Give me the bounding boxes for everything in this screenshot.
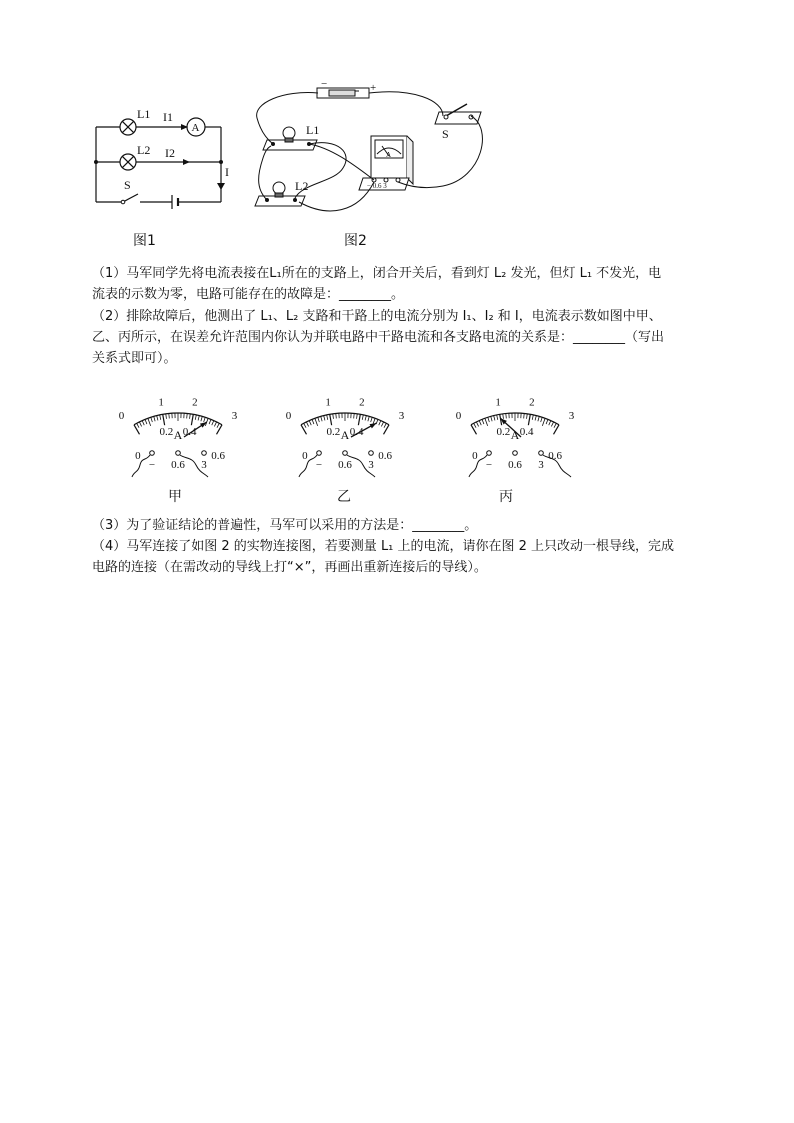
- dial-tick: [336, 413, 337, 418]
- dial-unit-A: A: [173, 428, 183, 442]
- ammeter-dial-jia: [90, 373, 270, 483]
- terminal-post: [176, 451, 181, 456]
- inner-scale-label: 0.2: [496, 426, 511, 439]
- inner-scale-label: 0.2: [159, 426, 174, 439]
- question-4-line-2: 电路的连接（在需改动的导线上打“×”，再画出重新连接后的导线）。: [92, 560, 487, 575]
- question-4-line-1: （4）马军连接了如图 2 的实物连接图，若要测量 L₁ 上的电流，请你在图 2 上只改动一根导线，完成: [92, 539, 675, 554]
- outer-scale-label: 3: [231, 409, 238, 422]
- question-1: [92, 263, 712, 305]
- inner-scale-label: 0.6: [211, 449, 226, 462]
- battery-plus-label: +: [370, 82, 377, 94]
- dial-tick: [324, 416, 325, 421]
- circuit-diagram-svg: [86, 100, 236, 215]
- dial-tick: [195, 415, 196, 420]
- dial-tick: [166, 414, 167, 419]
- terminal-label: −: [485, 459, 493, 471]
- question-1-line-2: 流表的示数为零，电路可能存在的故障是：________。: [92, 287, 405, 302]
- terminal-post: [539, 451, 544, 456]
- outer-scale-label: 0: [455, 409, 462, 422]
- dial-tick: [214, 422, 216, 426]
- dial-tick: [485, 418, 488, 426]
- dial-tick: [306, 422, 308, 426]
- dial-tick: [330, 414, 332, 425]
- inner-scale-label: 0.4: [182, 426, 197, 439]
- inner-scale-label: 0.6: [378, 449, 393, 462]
- inner-scale-label: 0.2: [326, 426, 341, 439]
- dial-tick: [212, 421, 214, 426]
- dial-tick: [137, 423, 139, 427]
- dial-tick: [488, 417, 490, 422]
- outer-scale-label: 1: [158, 396, 164, 409]
- label-L2: L2: [137, 143, 151, 157]
- outer-scale-label: 1: [325, 396, 331, 409]
- question-3-line-1: （3）为了验证结论的普遍性，马军可以采用的方法是：________。: [92, 518, 478, 533]
- terminal-post: [317, 451, 322, 456]
- question-2-line-1: （2）排除故障后，他测出了 L₁、L₂ 支路和干路上的电流分别为 I₁、I₂ 和 I，电流表示数如图中甲、: [92, 309, 662, 324]
- dial-tick: [538, 416, 539, 421]
- physical-wiring-svg: [243, 78, 503, 228]
- question-3: [92, 515, 712, 536]
- dial-tick: [497, 415, 498, 420]
- figure-2-physical-wiring: [243, 78, 503, 228]
- meter-caption-jia: 甲: [168, 489, 182, 505]
- dial-tick: [354, 413, 355, 418]
- dial-tick: [506, 413, 507, 418]
- dial-tick: [549, 421, 551, 426]
- terminal-post: [202, 451, 207, 456]
- arrow-I2: [183, 159, 190, 165]
- inner-scale-label: 0.4: [349, 426, 364, 439]
- dial-tick: [542, 418, 545, 426]
- label-ammeter-A: A: [191, 122, 200, 134]
- dial-tick: [309, 421, 311, 426]
- dial-tick: [142, 421, 144, 426]
- dial-tick: [546, 419, 548, 424]
- bulb-L2: [273, 182, 285, 194]
- dial-tick: [482, 419, 484, 424]
- outer-scale-label: 3: [568, 409, 575, 422]
- label-I1: I1: [163, 110, 173, 124]
- terminal-post: [513, 451, 518, 456]
- dial-tick: [191, 414, 193, 425]
- question-2-line-3: 关系式即可）。: [92, 351, 177, 366]
- dial-tick: [503, 414, 504, 419]
- inner-scale-label: 0.4: [519, 426, 534, 439]
- dial-tick: [157, 416, 158, 421]
- outer-scale-label: 1: [495, 396, 501, 409]
- bulb-L1: [283, 127, 295, 139]
- dial-tick: [554, 423, 556, 427]
- dial-tick: [169, 413, 170, 418]
- dial-tick: [532, 415, 533, 420]
- inner-scale-label: 0: [472, 449, 478, 462]
- dial-tick: [474, 423, 476, 427]
- inner-scale-label: 0: [302, 449, 308, 462]
- terminal-label: −: [148, 459, 156, 471]
- ammeter-face-A: A: [386, 151, 392, 159]
- label-L2-physical: L2: [295, 179, 309, 193]
- label-I2: I2: [165, 146, 175, 160]
- dial-tick: [494, 416, 495, 421]
- dial-tick: [321, 416, 322, 421]
- outer-scale-label: 3: [398, 409, 405, 422]
- terminal-label: 3: [368, 459, 374, 471]
- dial-tick: [384, 423, 386, 427]
- terminal-label: 3: [201, 459, 207, 471]
- battery-minus-label: −: [321, 78, 328, 90]
- dial-tick: [333, 414, 334, 419]
- switch-S-symbol: [123, 194, 138, 202]
- dial-tick: [151, 417, 153, 422]
- dial-tick: [358, 414, 360, 425]
- dial-tick: [491, 416, 492, 421]
- dial-tick: [357, 414, 358, 419]
- dial-tick: [551, 422, 553, 426]
- terminal-label: 0.6: [338, 459, 352, 471]
- question-4: [92, 536, 712, 578]
- terminal-post: [343, 451, 348, 456]
- dial-tick: [362, 415, 363, 420]
- ammeter-dial-yi-svg: [257, 373, 437, 483]
- ammeter-dial-jia-svg: [90, 373, 270, 483]
- terminal-post: [150, 451, 155, 456]
- meter-caption-yi: 乙: [337, 489, 351, 505]
- figure-1-caption: 图1: [133, 233, 156, 249]
- dial-tick: [190, 414, 191, 419]
- dial-tick: [312, 419, 314, 424]
- label-S-physical: S: [442, 127, 449, 141]
- dial-tick: [145, 419, 147, 424]
- dial-tick: [201, 416, 202, 421]
- inner-scale-label: 0: [135, 449, 141, 462]
- dial-tick: [535, 416, 536, 421]
- ammeter-dial-yi: [257, 373, 437, 483]
- label-L1: L1: [137, 107, 151, 121]
- dial-tick: [368, 416, 369, 421]
- dial-tick: [139, 422, 141, 426]
- dial-tick: [527, 414, 528, 419]
- dial-tick: [217, 423, 219, 427]
- meter-caption-bing: 丙: [499, 489, 513, 505]
- ammeter-dial-bing-svg: [427, 373, 607, 483]
- dial-tick: [187, 413, 188, 418]
- dial-tick: [163, 414, 165, 425]
- dial-tick: [476, 422, 478, 426]
- dial-unit-A: A: [340, 428, 350, 442]
- figure-2-caption: 图2: [344, 233, 367, 249]
- terminal-label: −: [315, 459, 323, 471]
- dial-tick: [524, 413, 525, 418]
- arrow-I: [217, 183, 225, 190]
- junction-dot-left: [94, 160, 98, 164]
- dial-tick: [209, 419, 211, 424]
- dial-tick: [479, 421, 481, 426]
- figure-1-circuit-diagram: [86, 100, 236, 215]
- terminal-label: 3: [538, 459, 544, 471]
- dial-tick: [327, 415, 328, 420]
- outer-scale-label: 0: [118, 409, 125, 422]
- inner-scale-label: 0.6: [548, 449, 563, 462]
- dial-tick: [371, 417, 373, 422]
- dial-tick: [528, 414, 530, 425]
- label-I: I: [225, 165, 229, 179]
- dial-tick: [204, 417, 206, 422]
- dial-tick: [304, 423, 306, 427]
- dial-tick: [365, 416, 366, 421]
- label-S: S: [124, 178, 131, 192]
- dial-unit-A: A: [510, 428, 520, 442]
- ammeter-terminal-labels: − 0.6 3: [367, 182, 387, 190]
- dial-tick: [198, 416, 199, 421]
- outer-scale-label: 2: [359, 396, 365, 409]
- dial-tick: [318, 417, 320, 422]
- question-2: [92, 306, 712, 369]
- terminal-label: 0.6: [508, 459, 522, 471]
- junction-dot-right: [219, 160, 223, 164]
- outer-scale-label: 2: [529, 396, 535, 409]
- dial-tick: [148, 418, 151, 426]
- dial-tick: [154, 416, 155, 421]
- wire-battery-to-switch: [369, 92, 443, 116]
- question-2-line-2: 乙、丙所示，在误差允许范围内你认为并联电路中干路电流和各支路电流的关系是：________（写出: [92, 330, 665, 345]
- terminal-post: [369, 451, 374, 456]
- label-L1-physical: L1: [306, 123, 320, 137]
- outer-scale-label: 0: [285, 409, 292, 422]
- dial-tick: [315, 418, 318, 426]
- dial-tick: [379, 421, 381, 426]
- dial-tick: [160, 415, 161, 420]
- question-1-line-1: （1）马军同学先将电流表接在L₁所在的支路上，闭合开关后，看到灯 L₂ 发光，但灯 L₁ 不发光，电: [92, 266, 662, 281]
- outer-scale-label: 2: [192, 396, 198, 409]
- dial-tick: [541, 417, 543, 422]
- ammeter-dial-bing: [427, 373, 607, 483]
- wire-L2-to-L1: [259, 146, 271, 200]
- terminal-label: 0.6: [171, 459, 185, 471]
- dial-pointer-head: [370, 423, 377, 428]
- terminal-post: [487, 451, 492, 456]
- dial-tick: [381, 422, 383, 426]
